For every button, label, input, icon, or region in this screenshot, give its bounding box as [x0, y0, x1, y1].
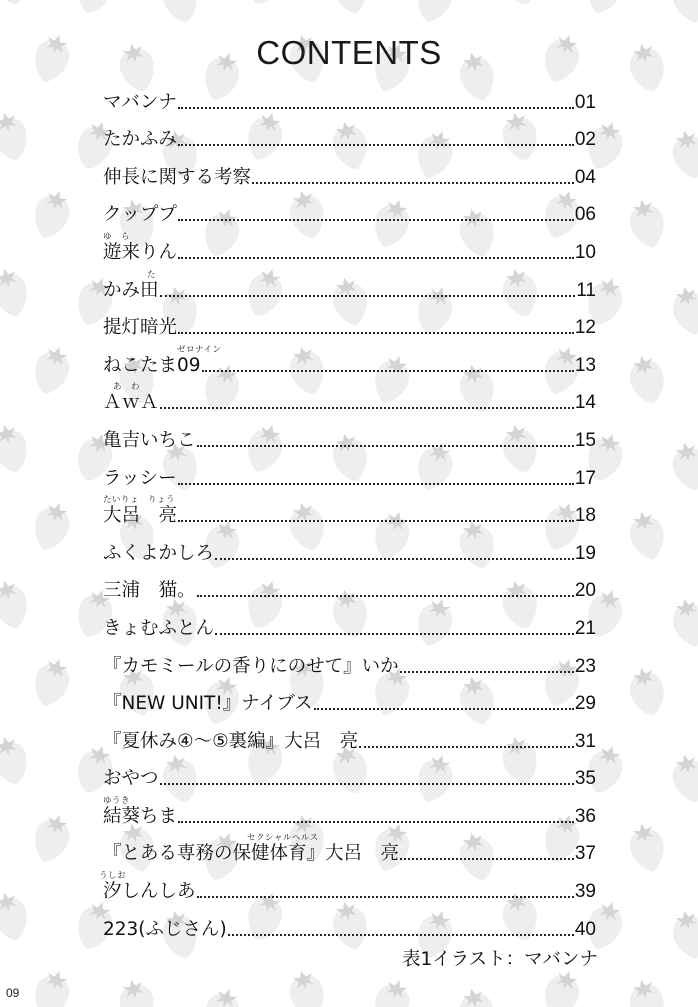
entry-name — [103, 795, 178, 830]
entry-name: 三浦 猫。 — [103, 580, 196, 602]
strawberry-icon — [668, 751, 698, 807]
strawberry-icon — [668, 127, 698, 183]
toc-entry — [103, 191, 596, 229]
leader-dots — [160, 295, 576, 297]
entry-name — [103, 231, 178, 266]
furigana: うしお — [99, 871, 127, 882]
entry-name: 223(ふじさん) — [103, 918, 227, 940]
toc-entry — [103, 116, 596, 154]
strawberry-icon — [368, 975, 415, 1007]
furigana: ゆ ら — [103, 231, 131, 242]
furigana: ゆうき — [103, 795, 131, 806]
strawberry-icon — [28, 186, 75, 243]
entry-page: 02 — [574, 129, 596, 151]
entry-page: 04 — [574, 166, 596, 188]
entry-name: 提灯暗光 — [103, 317, 178, 339]
strawberry-icon — [198, 984, 245, 1007]
furigana: たいりょ りょう — [103, 495, 176, 506]
strawberry-icon — [28, 966, 75, 1007]
toc-entry — [103, 266, 596, 304]
leader-dots — [178, 821, 574, 823]
entry-name-text: 汐しんしあ — [103, 881, 196, 903]
entry-page: 14 — [574, 392, 596, 414]
strawberry-icon — [0, 109, 32, 165]
leader-dots — [160, 407, 574, 409]
strawberry-icon — [0, 0, 32, 8]
strawberry-icon — [158, 0, 202, 26]
entry-name: 『カモミールの香りにのせて』いか — [103, 655, 399, 677]
entry-page: 06 — [574, 204, 596, 226]
strawberry-icon — [668, 439, 698, 495]
entry-page: 15 — [574, 429, 596, 451]
toc-entry — [103, 379, 596, 417]
entry-page: 21 — [574, 617, 596, 639]
leader-dots — [215, 558, 574, 560]
strawberry-icon — [668, 0, 698, 26]
entry-name-text: 大呂 亮 — [103, 505, 178, 527]
toc-entry — [103, 529, 596, 567]
leader-dots — [359, 746, 574, 748]
entry-name: 亀吉いちこ — [103, 429, 196, 451]
toc-entry — [103, 416, 596, 454]
strawberry-icon — [0, 577, 32, 633]
leader-dots — [215, 633, 574, 635]
entry-name — [103, 269, 159, 304]
strawberry-icon — [625, 508, 669, 564]
strawberry-icon — [28, 654, 75, 711]
strawberry-icon — [28, 498, 75, 555]
toc-entry — [99, 867, 596, 905]
entry-page: 35 — [574, 768, 596, 790]
strawberry-icon — [71, 0, 118, 18]
strawberry-icon — [0, 421, 32, 477]
strawberry-icon — [455, 985, 499, 1007]
strawberry-icon — [625, 352, 669, 408]
furigana: あ わ — [113, 382, 141, 393]
entry-name: 『NEW UNIT!』ナイブス — [103, 693, 313, 715]
leader-dots — [400, 671, 574, 673]
leader-dots — [178, 144, 574, 146]
entry-page: 18 — [574, 505, 596, 527]
entry-page: 19 — [574, 542, 596, 564]
entry-name — [103, 344, 222, 379]
leader-dots — [252, 182, 574, 184]
strawberry-icon — [538, 966, 585, 1007]
entry-page: 20 — [574, 580, 596, 602]
entry-page: 37 — [574, 843, 596, 865]
strawberry-icon — [0, 733, 32, 789]
toc-entry — [103, 755, 596, 793]
entry-page: 13 — [574, 354, 596, 376]
entry-name: 伸長に関する考察 — [103, 166, 252, 188]
entry-name — [103, 382, 159, 416]
toc-entry — [103, 792, 596, 830]
entry-page: 40 — [574, 918, 596, 940]
toc-entry — [103, 304, 596, 342]
cover-illustration-credit: 表1イラスト：マバンナ — [401, 949, 598, 970]
entry-page: 31 — [574, 730, 596, 752]
entry-name-text: 『とある専務の保健体育』大呂 亮 — [103, 843, 400, 865]
leader-dots — [400, 858, 574, 860]
strawberry-icon — [328, 0, 372, 17]
strawberry-icon — [28, 810, 75, 867]
strawberry-icon — [28, 342, 75, 399]
leader-dots — [197, 896, 574, 898]
strawberry-icon — [668, 595, 698, 651]
leader-dots — [228, 934, 574, 936]
toc-entry — [103, 905, 596, 943]
leader-dots — [178, 219, 574, 221]
entry-page: 11 — [576, 279, 596, 301]
leader-dots — [202, 370, 574, 372]
entry-name: 『夏休み④〜⑤裏編』大呂 亮 — [103, 730, 359, 752]
entry-name-text: かみ田 — [103, 279, 159, 301]
entry-page: 01 — [574, 91, 596, 113]
strawberry-icon — [625, 664, 669, 720]
leader-dots — [160, 783, 574, 785]
entry-name — [99, 871, 196, 905]
entry-page: 17 — [574, 467, 596, 489]
leader-dots — [178, 332, 574, 334]
strawberry-icon — [581, 0, 628, 18]
entry-page: 39 — [574, 881, 596, 903]
strawberry-icon — [0, 265, 32, 321]
toc-entry — [103, 717, 596, 755]
leader-dots — [197, 445, 574, 447]
toc-entry — [103, 228, 596, 266]
leader-dots — [178, 520, 574, 522]
entry-name: たかふみ — [103, 129, 178, 151]
entry-name: おやつ — [103, 768, 159, 790]
toc-entry — [103, 830, 596, 868]
entry-name: ラッシー — [103, 467, 177, 489]
furigana: ゼロナイン — [177, 344, 222, 355]
page-title: CONTENTS — [256, 34, 442, 71]
strawberry-icon — [668, 907, 698, 963]
furigana: た — [147, 269, 157, 280]
strawberry-icon — [0, 889, 32, 945]
toc-entry — [103, 341, 596, 379]
entry-name: マバンナ — [103, 91, 177, 113]
entry-name-text: ねこたま09 — [103, 354, 201, 376]
strawberry-icon — [241, 0, 288, 9]
toc-entry — [103, 492, 596, 530]
furigana: セクシャルヘルス — [247, 833, 319, 844]
strawberry-icon — [285, 967, 329, 1007]
strawberry-icon — [668, 283, 698, 339]
leader-dots — [314, 708, 574, 710]
leader-dots — [178, 483, 574, 485]
entry-name-text: ＡｗＡ — [103, 392, 159, 414]
strawberry-icon — [411, 0, 458, 27]
toc-entry — [103, 567, 596, 605]
entry-name-text: 結葵ちま — [103, 805, 178, 827]
entry-page: 12 — [574, 317, 596, 339]
entry-page: 23 — [574, 655, 596, 677]
strawberry-icon — [115, 976, 159, 1007]
page-number: 09 — [6, 986, 20, 1000]
entry-name: クッププ — [103, 204, 178, 226]
contents-list — [99, 78, 596, 943]
strawberry-icon — [625, 820, 669, 876]
entry-name: ふくよかしろ — [103, 542, 215, 564]
entry-name — [103, 833, 400, 867]
entry-page: 10 — [574, 241, 596, 263]
entry-name — [103, 495, 178, 529]
strawberry-icon — [498, 0, 542, 8]
entry-page: 29 — [574, 693, 596, 715]
entry-page: 36 — [574, 805, 596, 827]
toc-entry — [103, 454, 596, 492]
entry-name: きょむふとん — [103, 617, 215, 639]
toc-entry — [103, 153, 596, 191]
strawberry-icon — [625, 976, 669, 1007]
toc-entry — [103, 680, 596, 718]
toc-entry — [103, 642, 596, 680]
entry-name-text: 遊来りん — [103, 241, 178, 263]
leader-dots — [178, 257, 574, 259]
toc-entry — [103, 604, 596, 642]
leader-dots — [197, 595, 574, 597]
toc-entry — [103, 78, 596, 116]
strawberry-icon — [625, 196, 669, 252]
leader-dots — [178, 107, 574, 109]
